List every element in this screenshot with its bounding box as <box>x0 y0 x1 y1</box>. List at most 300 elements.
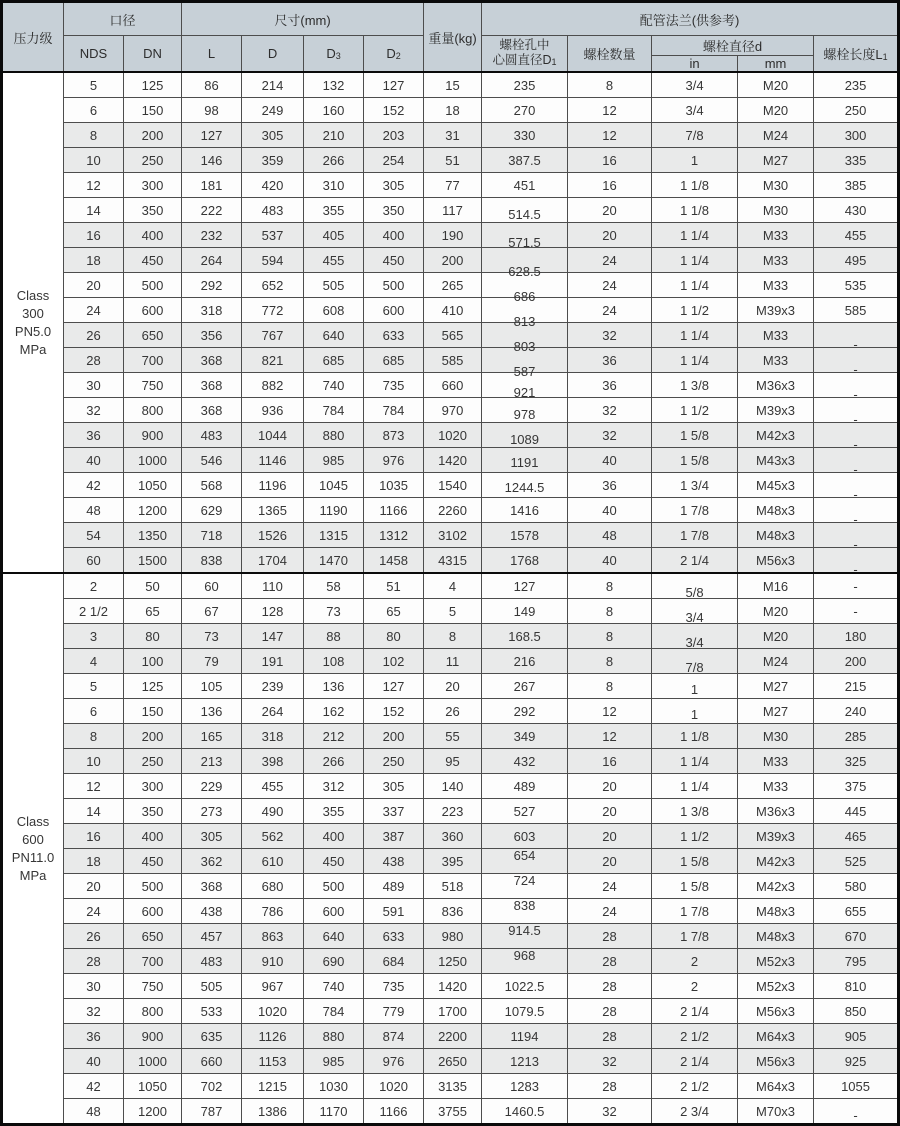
cell-weight: 18 <box>424 98 482 123</box>
cell-l: 635 <box>182 1024 242 1049</box>
cell-l1: 455 <box>814 223 899 248</box>
cell-d1: 1283 <box>482 1074 568 1099</box>
section-class-600 <box>2 573 899 1125</box>
cell-dn: 150 <box>124 98 182 123</box>
cell-bolt-mm: M24 <box>738 649 814 674</box>
cell-bolt-count: 20 <box>568 198 652 223</box>
cell-dn: 700 <box>124 949 182 974</box>
cell-d3: 266 <box>304 749 364 774</box>
cell-d1: 921 <box>482 373 568 398</box>
section-class-300 <box>2 72 899 577</box>
cell-d2: 685 <box>364 348 424 373</box>
cell-weight: 2650 <box>424 1049 482 1074</box>
cell-bolt-mm: M42x3 <box>738 423 814 448</box>
cell-l1: 285 <box>814 724 899 749</box>
cell-l: 273 <box>182 799 242 824</box>
cell-l1: - <box>814 423 899 448</box>
cell-d2: 489 <box>364 874 424 899</box>
cell-dn: 200 <box>124 123 182 148</box>
cell-d2: 874 <box>364 1024 424 1049</box>
cell-bolt-mm: M48x3 <box>738 899 814 924</box>
cell-dn: 200 <box>124 724 182 749</box>
cell-l: 368 <box>182 348 242 373</box>
cell-bolt-mm: M36x3 <box>738 373 814 398</box>
cell-d3: 310 <box>304 173 364 198</box>
table-row <box>2 348 899 373</box>
cell-d2: 873 <box>364 423 424 448</box>
cell-d1: 451 <box>482 173 568 198</box>
cell-bolt-in: 1 1/4 <box>652 749 738 774</box>
cell-bolt-in: 1 7/8 <box>652 498 738 523</box>
cell-d2: 400 <box>364 223 424 248</box>
cell-bolt-in: 1 <box>652 674 738 699</box>
cell-d1: 1194 <box>482 1024 568 1049</box>
table-row <box>2 924 899 949</box>
cell-l1: 300 <box>814 123 899 148</box>
table-row <box>2 98 899 123</box>
header-bolt-dia-mm: mm <box>738 56 814 73</box>
cell-d3: 136 <box>304 674 364 699</box>
table-row <box>2 699 899 724</box>
cell-d1: 628.5 <box>482 248 568 273</box>
cell-l1: 1055 <box>814 1074 899 1099</box>
cell-bolt-in: 5/8 <box>652 573 738 599</box>
cell-d: 652 <box>242 273 304 298</box>
cell-d3: 88 <box>304 624 364 649</box>
cell-l: 264 <box>182 248 242 273</box>
cell-d3: 1470 <box>304 548 364 574</box>
cell-dn: 1350 <box>124 523 182 548</box>
cell-bolt-in: 1 1/8 <box>652 724 738 749</box>
cell-d1: 1079.5 <box>482 999 568 1024</box>
table-row <box>2 1074 899 1099</box>
cell-bolt-count: 12 <box>568 98 652 123</box>
cell-d3: 690 <box>304 949 364 974</box>
cell-bolt-mm: M16 <box>738 573 814 599</box>
cell-bolt-mm: M42x3 <box>738 874 814 899</box>
cell-dn: 600 <box>124 298 182 323</box>
cell-dn: 100 <box>124 649 182 674</box>
cell-dn: 50 <box>124 573 182 599</box>
cell-bolt-in: 2 1/2 <box>652 1074 738 1099</box>
cell-d1: 1191 <box>482 448 568 473</box>
header-size-group: 尺寸(mm) <box>182 2 424 36</box>
table-header <box>2 2 899 73</box>
cell-d: 128 <box>242 599 304 624</box>
cell-d1: 270 <box>482 98 568 123</box>
cell-l: 73 <box>182 624 242 649</box>
cell-d2: 450 <box>364 248 424 273</box>
cell-d: 863 <box>242 924 304 949</box>
cell-bolt-in: 1 5/8 <box>652 849 738 874</box>
cell-weight: 5 <box>424 599 482 624</box>
cell-bolt-count: 40 <box>568 548 652 574</box>
header-bolt-diameter: 螺栓直径d <box>652 36 814 56</box>
cell-bolt-count: 28 <box>568 1024 652 1049</box>
cell-weight: 1700 <box>424 999 482 1024</box>
cell-d1: 149 <box>482 599 568 624</box>
cell-dn: 600 <box>124 899 182 924</box>
cell-bolt-count: 48 <box>568 523 652 548</box>
cell-d: 1153 <box>242 1049 304 1074</box>
cell-l1: - <box>814 448 899 473</box>
cell-bolt-count: 28 <box>568 1074 652 1099</box>
cell-dn: 1200 <box>124 498 182 523</box>
cell-l: 105 <box>182 674 242 699</box>
cell-d3: 73 <box>304 599 364 624</box>
cell-d: 967 <box>242 974 304 999</box>
cell-dn: 400 <box>124 223 182 248</box>
cell-bolt-mm: M33 <box>738 323 814 348</box>
cell-bolt-count: 20 <box>568 774 652 799</box>
cell-l1: - <box>814 473 899 498</box>
cell-d: 1215 <box>242 1074 304 1099</box>
cell-dn: 250 <box>124 749 182 774</box>
cell-dn: 500 <box>124 273 182 298</box>
cell-bolt-count: 32 <box>568 1099 652 1125</box>
cell-nds: 26 <box>64 924 124 949</box>
cell-bolt-count: 36 <box>568 373 652 398</box>
cell-d: 191 <box>242 649 304 674</box>
cell-weight: 2260 <box>424 498 482 523</box>
cell-bolt-count: 16 <box>568 749 652 774</box>
table-row <box>2 548 899 574</box>
cell-d: 610 <box>242 849 304 874</box>
cell-bolt-count: 8 <box>568 624 652 649</box>
cell-d3: 880 <box>304 423 364 448</box>
cell-bolt-mm: M36x3 <box>738 799 814 824</box>
cell-bolt-in: 7/8 <box>652 649 738 674</box>
cell-dn: 500 <box>124 874 182 899</box>
cell-l: 305 <box>182 824 242 849</box>
cell-d: 1044 <box>242 423 304 448</box>
cell-bolt-mm: M20 <box>738 599 814 624</box>
cell-bolt-in: 1 1/4 <box>652 348 738 373</box>
cell-bolt-count: 28 <box>568 949 652 974</box>
cell-bolt-mm: M33 <box>738 273 814 298</box>
cell-d: 772 <box>242 298 304 323</box>
cell-weight: 8 <box>424 624 482 649</box>
cell-bolt-in: 2 <box>652 974 738 999</box>
cell-d3: 108 <box>304 649 364 674</box>
cell-nds: 26 <box>64 323 124 348</box>
cell-d1: 1416 <box>482 498 568 523</box>
cell-bolt-count: 12 <box>568 724 652 749</box>
cell-d: 147 <box>242 624 304 649</box>
cell-nds: 24 <box>64 899 124 924</box>
cell-d2: 350 <box>364 198 424 223</box>
cell-dn: 65 <box>124 599 182 624</box>
cell-bolt-count: 20 <box>568 849 652 874</box>
cell-d: 767 <box>242 323 304 348</box>
cell-weight: 4315 <box>424 548 482 574</box>
cell-bolt-count: 20 <box>568 223 652 248</box>
cell-d2: 1312 <box>364 523 424 548</box>
cell-d2: 203 <box>364 123 424 148</box>
cell-bolt-count: 20 <box>568 799 652 824</box>
cell-l: 136 <box>182 699 242 724</box>
cell-weight: 360 <box>424 824 482 849</box>
cell-nds: 14 <box>64 198 124 223</box>
cell-d3: 1170 <box>304 1099 364 1125</box>
cell-l: 533 <box>182 999 242 1024</box>
cell-dn: 125 <box>124 674 182 699</box>
cell-weight: 660 <box>424 373 482 398</box>
cell-nds: 14 <box>64 799 124 824</box>
cell-bolt-count: 12 <box>568 123 652 148</box>
cell-bolt-in: 1 7/8 <box>652 899 738 924</box>
cell-bolt-count: 8 <box>568 599 652 624</box>
cell-bolt-mm: M30 <box>738 173 814 198</box>
cell-d1: 968 <box>482 949 568 974</box>
cell-d3: 600 <box>304 899 364 924</box>
cell-d: 483 <box>242 198 304 223</box>
cell-d: 249 <box>242 98 304 123</box>
cell-l1: 585 <box>814 298 899 323</box>
cell-d2: 1458 <box>364 548 424 574</box>
table-row <box>2 999 899 1024</box>
cell-nds: 40 <box>64 448 124 473</box>
cell-nds: 40 <box>64 1049 124 1074</box>
cell-d3: 640 <box>304 323 364 348</box>
cell-weight: 980 <box>424 924 482 949</box>
cell-d: 562 <box>242 824 304 849</box>
cell-bolt-count: 8 <box>568 573 652 599</box>
cell-l1: 535 <box>814 273 899 298</box>
cell-l: 127 <box>182 123 242 148</box>
cell-l1: - <box>814 498 899 523</box>
cell-l: 356 <box>182 323 242 348</box>
table-row <box>2 273 899 298</box>
cell-d1: 1460.5 <box>482 1099 568 1125</box>
cell-l1: 375 <box>814 774 899 799</box>
cell-bolt-in: 1 5/8 <box>652 874 738 899</box>
cell-bolt-in: 2 1/4 <box>652 999 738 1024</box>
cell-d2: 250 <box>364 749 424 774</box>
cell-d3: 1030 <box>304 1074 364 1099</box>
cell-l: 222 <box>182 198 242 223</box>
cell-nds: 6 <box>64 699 124 724</box>
table-row <box>2 774 899 799</box>
cell-d: 910 <box>242 949 304 974</box>
cell-l: 483 <box>182 423 242 448</box>
cell-weight: 51 <box>424 148 482 173</box>
table-row <box>2 248 899 273</box>
cell-l: 568 <box>182 473 242 498</box>
cell-l: 292 <box>182 273 242 298</box>
cell-dn: 250 <box>124 148 182 173</box>
cell-d: 318 <box>242 724 304 749</box>
cell-d1: 514.5 <box>482 198 568 223</box>
cell-d3: 784 <box>304 398 364 423</box>
cell-d2: 1020 <box>364 1074 424 1099</box>
cell-nds: 10 <box>64 749 124 774</box>
cell-d1: 1089 <box>482 423 568 448</box>
cell-d3: 505 <box>304 273 364 298</box>
cell-bolt-count: 40 <box>568 498 652 523</box>
cell-d1: 127 <box>482 573 568 599</box>
cell-nds: 28 <box>64 949 124 974</box>
cell-d1: 235 <box>482 72 568 98</box>
cell-d: 821 <box>242 348 304 373</box>
cell-d1: 330 <box>482 123 568 148</box>
cell-bolt-count: 24 <box>568 273 652 298</box>
cell-weight: 200 <box>424 248 482 273</box>
cell-l1: 385 <box>814 173 899 198</box>
cell-bolt-count: 24 <box>568 874 652 899</box>
cell-bolt-count: 16 <box>568 148 652 173</box>
cell-d3: 355 <box>304 799 364 824</box>
cell-bolt-mm: M20 <box>738 98 814 123</box>
cell-d: 239 <box>242 674 304 699</box>
cell-d: 1386 <box>242 1099 304 1125</box>
cell-d1: 489 <box>482 774 568 799</box>
cell-weight: 15 <box>424 72 482 98</box>
cell-d3: 740 <box>304 974 364 999</box>
header-nds: NDS <box>64 36 124 73</box>
cell-d3: 162 <box>304 699 364 724</box>
cell-l: 787 <box>182 1099 242 1125</box>
cell-bolt-count: 32 <box>568 398 652 423</box>
cell-bolt-in: 1 3/4 <box>652 473 738 498</box>
cell-bolt-mm: M64x3 <box>738 1024 814 1049</box>
cell-l: 79 <box>182 649 242 674</box>
cell-bolt-mm: M33 <box>738 223 814 248</box>
cell-weight: 95 <box>424 749 482 774</box>
cell-d1: 1213 <box>482 1049 568 1074</box>
cell-weight: 2200 <box>424 1024 482 1049</box>
cell-l: 213 <box>182 749 242 774</box>
cell-weight: 1250 <box>424 949 482 974</box>
cell-l1: 850 <box>814 999 899 1024</box>
cell-d: 305 <box>242 123 304 148</box>
cell-d2: 102 <box>364 649 424 674</box>
table-row <box>2 298 899 323</box>
cell-bolt-in: 1 1/2 <box>652 398 738 423</box>
cell-bolt-mm: M48x3 <box>738 523 814 548</box>
cell-dn: 1000 <box>124 448 182 473</box>
table-row <box>2 799 899 824</box>
cell-bolt-in: 3/4 <box>652 599 738 624</box>
cell-l1: 795 <box>814 949 899 974</box>
cell-weight: 3755 <box>424 1099 482 1125</box>
cell-d1: 914.5 <box>482 924 568 949</box>
cell-d1: 1578 <box>482 523 568 548</box>
cell-d3: 400 <box>304 824 364 849</box>
cell-l1: - <box>814 1099 899 1125</box>
cell-l: 98 <box>182 98 242 123</box>
cell-l: 318 <box>182 298 242 323</box>
table-row <box>2 323 899 348</box>
cell-weight: 518 <box>424 874 482 899</box>
cell-bolt-in: 1 3/8 <box>652 799 738 824</box>
cell-weight: 585 <box>424 348 482 373</box>
header-pressure-class: 压力级 <box>2 2 64 73</box>
cell-bolt-mm: M52x3 <box>738 974 814 999</box>
cell-bolt-in: 3/4 <box>652 98 738 123</box>
cell-nds: 20 <box>64 874 124 899</box>
cell-l1: - <box>814 573 899 599</box>
cell-l1: 495 <box>814 248 899 273</box>
cell-bolt-mm: M27 <box>738 699 814 724</box>
pressure-class-cell: Class 300 PN5.0 MPa <box>2 72 64 573</box>
cell-d1: 838 <box>482 899 568 924</box>
cell-bolt-mm: M45x3 <box>738 473 814 498</box>
cell-bolt-count: 28 <box>568 974 652 999</box>
pressure-class-cell: Class 600 PN11.0 MPa <box>2 573 64 1125</box>
cell-d2: 337 <box>364 799 424 824</box>
cell-bolt-mm: M20 <box>738 624 814 649</box>
table-row <box>2 724 899 749</box>
cell-bolt-count: 36 <box>568 348 652 373</box>
cell-d2: 976 <box>364 448 424 473</box>
cell-d2: 779 <box>364 999 424 1024</box>
cell-dn: 300 <box>124 774 182 799</box>
cell-bolt-mm: M48x3 <box>738 924 814 949</box>
cell-d: 490 <box>242 799 304 824</box>
cell-d: 936 <box>242 398 304 423</box>
cell-dn: 1500 <box>124 548 182 574</box>
cell-weight: 55 <box>424 724 482 749</box>
cell-l1: 240 <box>814 699 899 724</box>
cell-l: 146 <box>182 148 242 173</box>
cell-nds: 2 <box>64 573 124 599</box>
cell-bolt-count: 12 <box>568 699 652 724</box>
cell-d3: 784 <box>304 999 364 1024</box>
cell-weight: 3135 <box>424 1074 482 1099</box>
cell-l1: - <box>814 523 899 548</box>
table-row <box>2 573 899 599</box>
cell-nds: 12 <box>64 774 124 799</box>
cell-d1: 724 <box>482 874 568 899</box>
cell-bolt-mm: M39x3 <box>738 398 814 423</box>
table-row <box>2 523 899 548</box>
table-row <box>2 498 899 523</box>
cell-bolt-mm: M33 <box>738 348 814 373</box>
cell-bolt-in: 1 1/8 <box>652 198 738 223</box>
header-dn: DN <box>124 36 182 73</box>
cell-d2: 684 <box>364 949 424 974</box>
cell-d: 455 <box>242 774 304 799</box>
cell-d: 537 <box>242 223 304 248</box>
cell-d2: 784 <box>364 398 424 423</box>
table-row <box>2 599 899 624</box>
cell-d: 1704 <box>242 548 304 574</box>
cell-nds: 8 <box>64 724 124 749</box>
cell-d3: 1045 <box>304 473 364 498</box>
cell-bolt-mm: M43x3 <box>738 448 814 473</box>
cell-d3: 455 <box>304 248 364 273</box>
table-row <box>2 448 899 473</box>
cell-nds: 2 1/2 <box>64 599 124 624</box>
cell-nds: 36 <box>64 1024 124 1049</box>
cell-d: 359 <box>242 148 304 173</box>
cell-l: 181 <box>182 173 242 198</box>
cell-d3: 160 <box>304 98 364 123</box>
table-row <box>2 173 899 198</box>
cell-bolt-count: 24 <box>568 248 652 273</box>
header-bolt-dia-in: in <box>652 56 738 73</box>
cell-d2: 500 <box>364 273 424 298</box>
cell-dn: 650 <box>124 924 182 949</box>
cell-l: 165 <box>182 724 242 749</box>
cell-bolt-mm: M39x3 <box>738 824 814 849</box>
cell-dn: 650 <box>124 323 182 348</box>
header-diameter-group: 口径 <box>64 2 182 36</box>
cell-d3: 212 <box>304 724 364 749</box>
cell-bolt-mm: M42x3 <box>738 849 814 874</box>
cell-dn: 750 <box>124 974 182 999</box>
